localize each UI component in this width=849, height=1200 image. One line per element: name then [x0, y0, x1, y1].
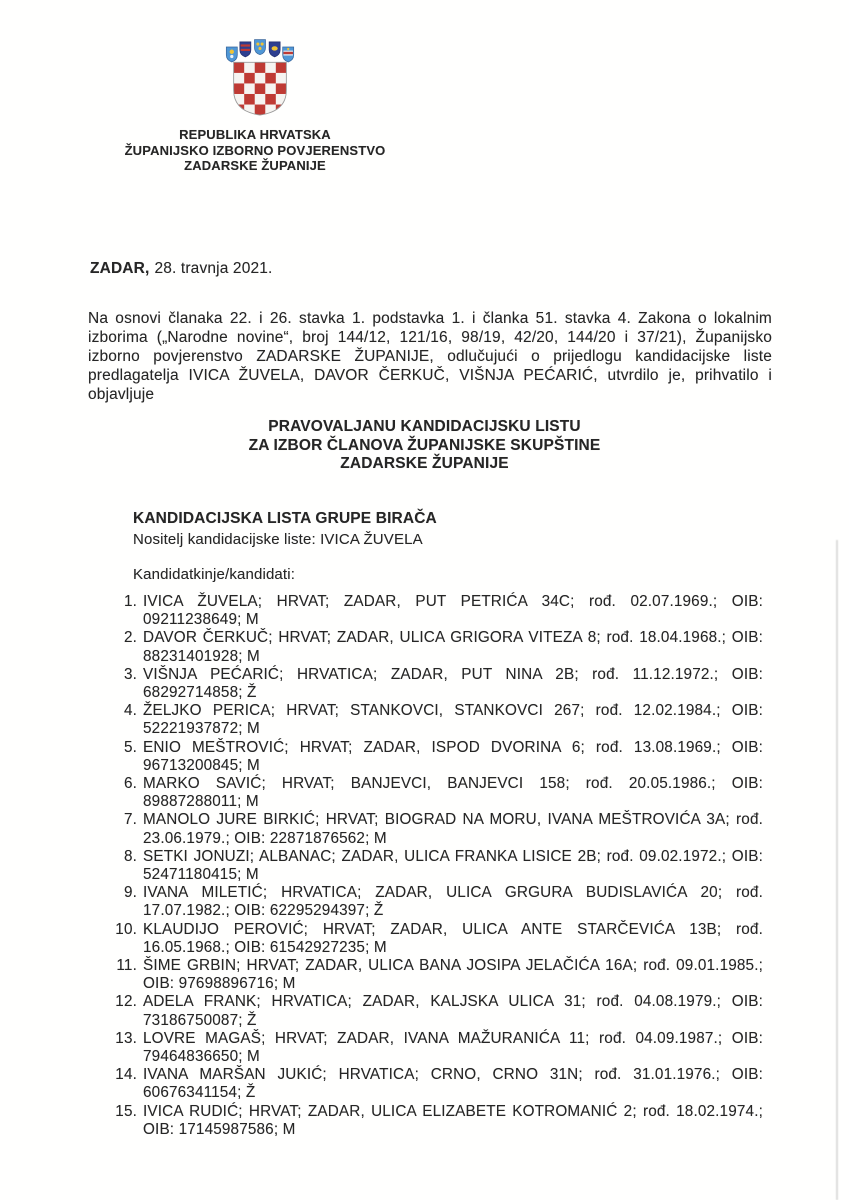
candidate-item — [115, 1029, 763, 1066]
candidate-number: 12. — [115, 993, 137, 1011]
candidate-item — [123, 811, 763, 847]
title-line-2: ZA IZBOR ČLANOVA ŽUPANIJSKE SKUPŠTINE — [248, 436, 601, 454]
candidate-number: 8. — [123, 847, 137, 865]
candidate-item — [123, 629, 763, 665]
letterhead-line-county: ZADARSKE ŽUPANIJE — [184, 158, 326, 173]
candidate-number: 11. — [116, 957, 137, 975]
candidate-item — [115, 1102, 763, 1139]
candidate-text: MANOLO JURE BIRKIĆ; HRVAT; BIOGRAD NA MORU, IVANA MEŠTROVIĆA 3A; rođ. 23.06.1979.; OIB: 22871876562; M — [143, 811, 763, 847]
title-line-3: ZADARSKE ŽUPANIJE — [340, 455, 509, 472]
candidate-text: ŠIME GRBIN; HRVAT; ZADAR, ULICA BANA JOSIPA JELAČIĆA 16A; rođ. 09.01.1985.; OIB: 97698896716; M — [143, 957, 763, 993]
letterhead — [75, 127, 435, 174]
candidate-text: LOVRE MAGAŠ; HRVAT; ZADAR, IVANA MAŽURANIĆA 11; rođ. 04.09.1987.; OIB: 79464836650; M — [143, 1029, 763, 1066]
dateline — [90, 260, 272, 278]
candidate-number: 9. — [123, 884, 137, 902]
candidate-text: KLAUDIJO PEROVIĆ; HRVAT; ZADAR, ULICA ANTE STARČEVIĆA 13B; rođ. 16.05.1968.; OIB: 61542927235; M — [143, 920, 763, 956]
candidates-label: Kandidatkinje/kandidati: — [133, 566, 296, 583]
candidate-item — [116, 957, 763, 993]
candidate-text: VIŠNJA PEĆARIĆ; HRVATICA; ZADAR, PUT NINA 2B; rođ. 11.12.1972.; OIB: 68292714858; Ž — [143, 665, 763, 702]
intro-paragraph: Na osnovi članaka 22. i 26. stavka 1. podstavka 1. i članka 51. stavka 4. Zakona o lokalnim izborima („Narodne novine“, broj 144/12, 121/16, 98/19, 42/20, 144/20 i 37/21), Županijsko izborno povjerenstvo ZADARSKE ŽUPANIJE, odlučujući o prijedlogu kandidacijske liste predlagatelja IVICA ŽUVELA, DAVOR ČERKUČ, VIŠNJA PEĆARIĆ, utvrdilo je, prihvatilo i objavljuje — [88, 310, 772, 403]
candidate-number: 5. — [123, 738, 137, 756]
candidate-text: ŽELJKO PERICA; HRVAT; STANKOVCI, STANKOVCI 267; rođ. 12.02.1984.; OIB: 52221937872; M — [143, 702, 763, 738]
candidate-item — [123, 665, 763, 702]
dateline-date: 28. travnja 2021. — [154, 260, 273, 277]
list-holder: Nositelj kandidacijske liste: IVICA ŽUVELA — [133, 531, 423, 548]
candidate-list — [115, 593, 763, 1139]
candidate-text: IVANA MARŠAN JUKIĆ; HRVATICA; CRNO, CRNO 31N; rođ. 31.01.1976.; OIB: 60676341154; Ž — [143, 1066, 763, 1102]
coat-crown — [226, 40, 293, 62]
candidate-item — [115, 993, 763, 1029]
candidate-text: ENIO MEŠTROVIĆ; HRVAT; ZADAR, ISPOD DVORINA 6; rođ. 13.08.1969.; OIB: 96713200845; M — [143, 738, 763, 774]
letterhead-line-country: REPUBLIKA HRVATSKA — [179, 127, 331, 142]
candidate-number: 2. — [123, 629, 137, 647]
list-heading: KANDIDACIJSKA LISTA GRUPE BIRAČA — [133, 510, 437, 527]
candidate-item — [123, 775, 763, 811]
scan-artifact-line — [836, 540, 838, 1200]
candidate-item — [123, 702, 763, 738]
candidate-text: SETKI JONUZI; ALBANAC; ZADAR, ULICA FRANKA LISICE 2B; rođ. 09.02.1972.; OIB: 52471180415; M — [143, 847, 763, 884]
candidate-number: 10. — [115, 920, 137, 938]
candidate-number: 14. — [115, 1066, 137, 1084]
candidate-number: 1. — [123, 593, 137, 610]
dateline-city: ZADAR, — [90, 260, 150, 277]
candidate-item — [123, 738, 763, 775]
letterhead-line-commission: ŽUPANIJSKO IZBORNO POVJERENSTVO — [124, 142, 386, 158]
document-title — [0, 418, 849, 474]
candidate-number: 3. — [123, 665, 137, 683]
candidate-item — [123, 884, 763, 920]
title-line-1: PRAVOVALJANU KANDIDACIJSKU LISTU — [268, 418, 581, 435]
candidate-item — [123, 847, 763, 884]
candidate-number: 6. — [123, 775, 137, 793]
candidate-text: DAVOR ČERKUČ; HRVAT; ZADAR, ULICA GRIGORA VITEZA 8; rođ. 18.04.1968.; OIB: 88231401928; M — [143, 629, 763, 665]
coat-shield — [234, 62, 287, 115]
candidate-item — [115, 1066, 763, 1102]
candidate-number: 13. — [115, 1029, 137, 1047]
candidate-number: 4. — [123, 702, 137, 720]
candidate-text: IVICA ŽUVELA; HRVAT; ZADAR, PUT PETRIĆA 34C; rođ. 02.07.1969.; OIB: 09211238649; M — [143, 593, 763, 629]
candidate-text: IVANA MILETIĆ; HRVATICA; ZADAR, ULICA GRGURA BUDISLAVIĆA 20; rođ. 17.07.1982.; OIB: 62295294397; Ž — [143, 884, 763, 920]
candidate-text: IVICA RUDIĆ; HRVAT; ZADAR, ULICA ELIZABETE KOTROMANIĆ 2; rođ. 18.02.1974.; OIB: 17145987586; M — [143, 1102, 763, 1138]
candidate-item — [123, 593, 763, 629]
candidate-text: ADELA FRANK; HRVATICA; ZADAR, KALJSKA ULICA 31; rođ. 04.08.1979.; OIB: 73186750087; Ž — [143, 993, 763, 1029]
candidate-number: 7. — [123, 811, 137, 829]
candidate-text: MARKO SAVIĆ; HRVAT; BANJEVCI, BANJEVCI 158; rođ. 20.05.1986.; OIB: 89887288011; M — [143, 775, 763, 811]
croatia-coat-of-arms-icon — [223, 36, 297, 118]
candidate-number: 15. — [115, 1102, 137, 1120]
candidate-item — [115, 920, 763, 957]
